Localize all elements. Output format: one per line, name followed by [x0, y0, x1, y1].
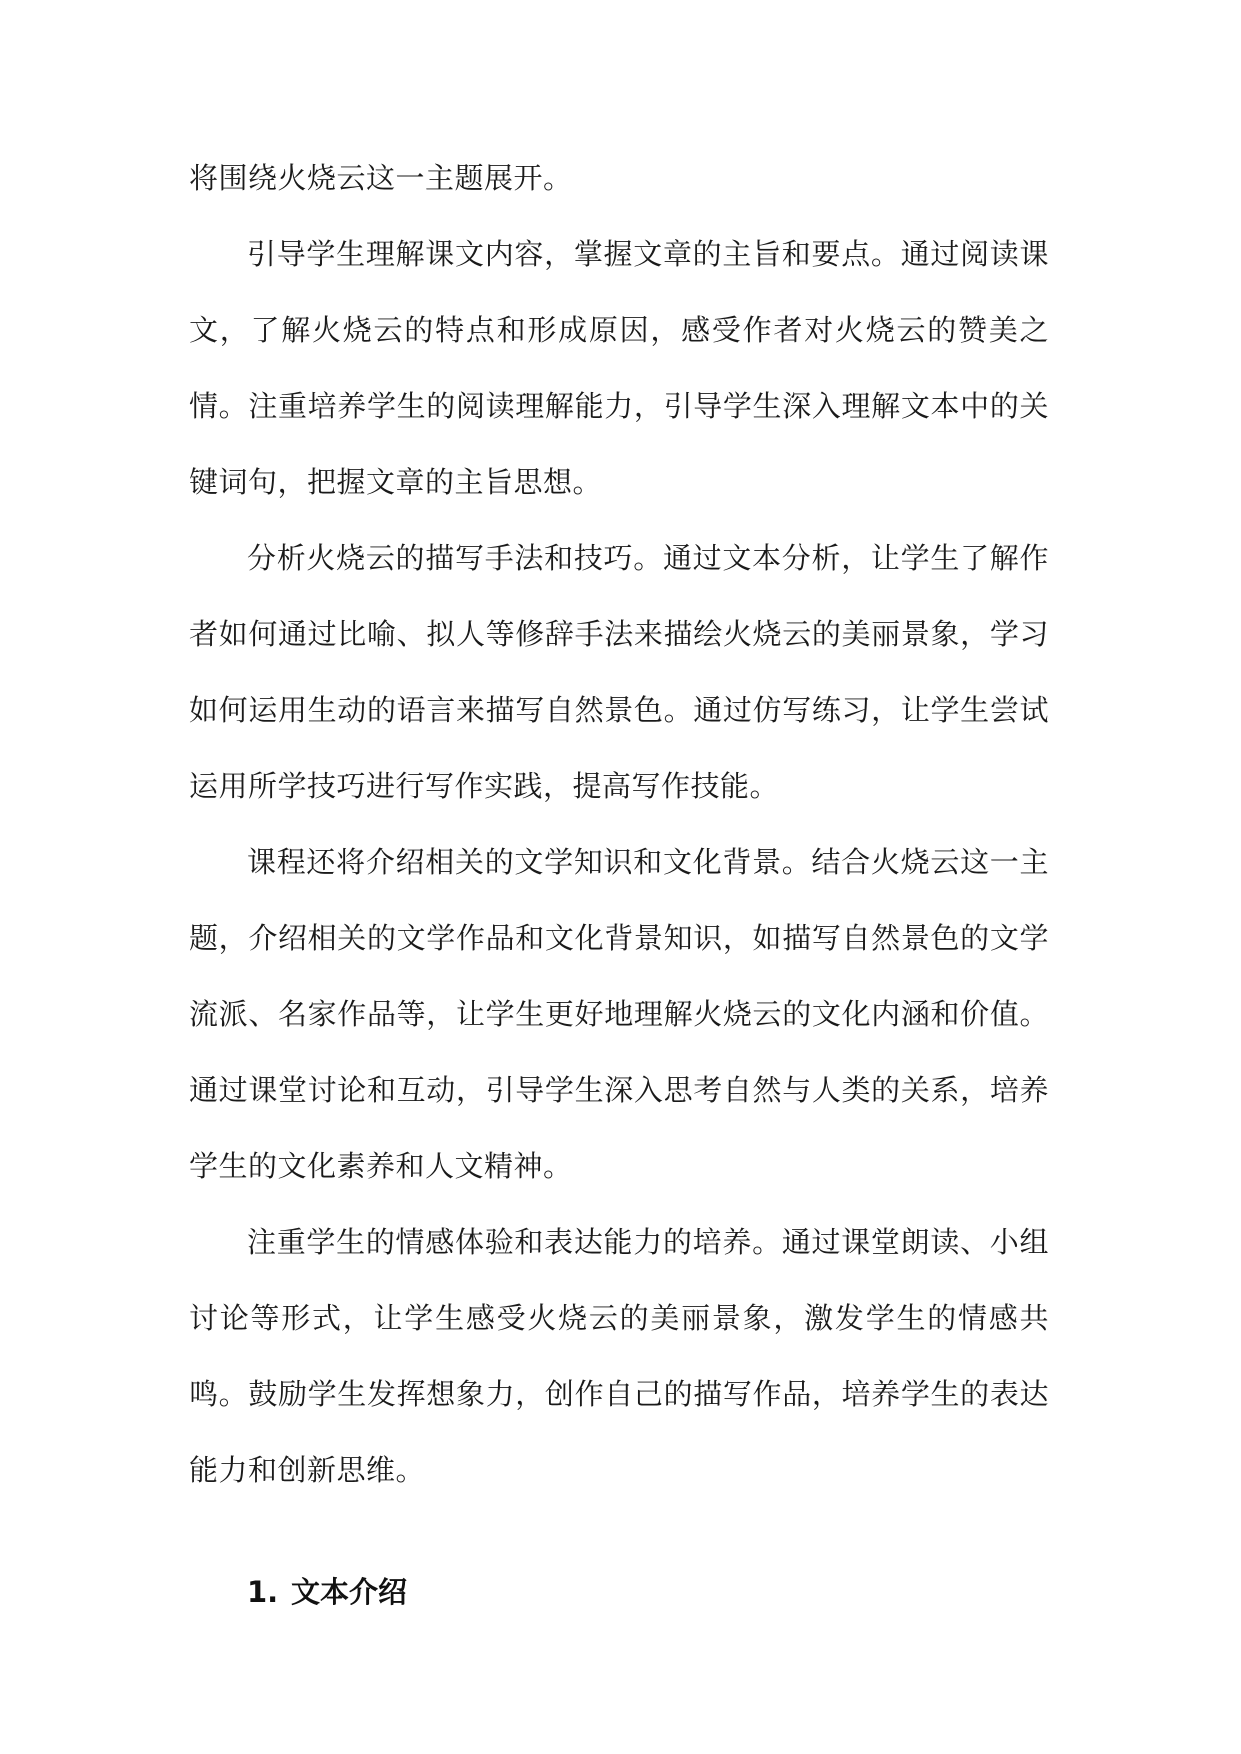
section-heading-title: 文本介绍	[291, 1575, 408, 1609]
section-heading-number: 1.	[247, 1575, 279, 1609]
paragraph-emotional-expression: 注重学生的情感体验和表达能力的培养。通过课堂朗读、小组讨论等形式，让学生感受火烧云的美丽景象，激发学生的情感共鸣。鼓励学生发挥想象力，创作自己的描写作品，培养学生的表达能力和创新思维。	[189, 1225, 1049, 1487]
paragraph-continuation: 将围绕火烧云这一主题展开。	[189, 161, 573, 195]
document-body	[189, 140, 1049, 1622]
paragraph-cultural-background: 课程还将介绍相关的文学知识和文化背景。结合火烧云这一主题，介绍相关的文学作品和文化背景知识，如描写自然景色的文学流派、名家作品等，让学生更好地理解火烧云的文化内涵和价值。通过课堂讨论和互动，引导学生深入思考自然与人类的关系，培养学生的文化素养和人文精神。	[189, 845, 1049, 1183]
section-heading	[247, 1562, 1049, 1622]
paragraph-writing-techniques: 分析火烧云的描写手法和技巧。通过文本分析，让学生了解作者如何通过比喻、拟人等修辞手法来描绘火烧云的美丽景象，学习如何运用生动的语言来描写自然景色。通过仿写练习，让学生尝试运用所学技巧进行写作实践，提高写作技能。	[189, 541, 1049, 803]
paragraph-reading-comprehension: 引导学生理解课文内容，掌握文章的主旨和要点。通过阅读课文，了解火烧云的特点和形成原因，感受作者对火烧云的赞美之情。注重培养学生的阅读理解能力，引导学生深入理解文本中的关键词句，把握文章的主旨思想。	[189, 237, 1049, 499]
